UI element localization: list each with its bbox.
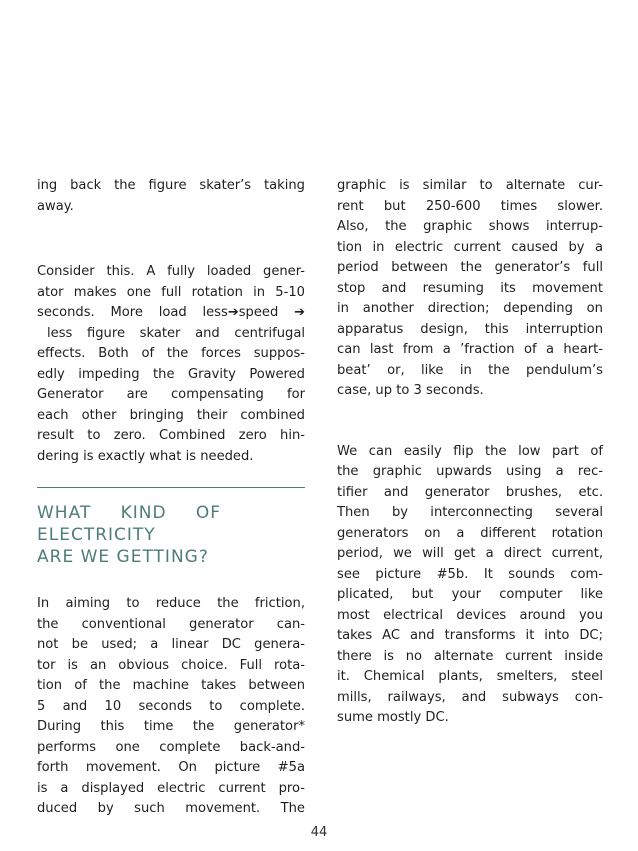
text-line: case, up to 3 seconds. [337, 383, 484, 398]
text-line: the conventional generator can- [37, 616, 305, 632]
text-line: edly impeding the Gravity Powered [37, 366, 305, 382]
text-line: plicated, but your computer like [337, 587, 603, 602]
text-line: forth movement. On picture #5a [37, 760, 305, 775]
text-line: less figure skater and centrifugal [47, 325, 305, 341]
text-fragment: seconds. More load less [37, 305, 228, 320]
text-line: each other bringing their combined [37, 407, 305, 423]
right-arrow-icon: ➔ [294, 305, 305, 320]
text-line: it. Chemical plants, smelters, steel [337, 669, 603, 684]
text-line: Also, the graphic shows interrup- [337, 219, 603, 234]
text-line: tion of the machine takes between [37, 678, 305, 693]
text-line: beat’ or, like in the pendulum’s [337, 362, 603, 378]
text-line: effects. Both of the forces suppos- [37, 346, 305, 361]
text-line: duced by such movement. The [37, 801, 305, 816]
right-arrow-icon: ➔ [227, 305, 239, 320]
text-line: tor is an obvious choice. Full rota- [37, 657, 305, 673]
text-line: not be used; a linear DC genera- [37, 637, 305, 652]
text-line: We can easily flip the low part of [337, 443, 603, 459]
text-line: see picture #5b. It sounds com- [337, 566, 603, 582]
left-paragraph-3 [37, 594, 305, 820]
left-paragraph-2 [37, 262, 305, 467]
heading-line: WHAT KIND OF [37, 503, 221, 523]
text-line: ator makes one full rotation in 5-10 [37, 284, 305, 300]
text-line: tion in electric current caused by a [337, 239, 603, 255]
text-line: is a displayed electric current pro- [37, 780, 305, 796]
heading-line: ARE WE GETTING? [37, 547, 209, 567]
text-line: result to zero. Combined zero hin- [37, 428, 305, 443]
text-line: generators on a different rotation [337, 525, 603, 541]
text-line: period, we will get a direct current, [337, 546, 603, 561]
text-line: most electrical devices around you [337, 607, 603, 623]
right-paragraph-2 [337, 442, 603, 729]
text-line: During this time the generator* [37, 719, 305, 734]
text-line: the graphic upwards using a rec- [337, 464, 603, 479]
text-line: Then by interconnecting several [337, 505, 603, 520]
text-line: takes AC and transforms it into DC; [337, 628, 603, 643]
left-column [37, 176, 305, 820]
text-line: period between the generator’s full [337, 260, 603, 275]
text-line: in another direction; depending on [337, 301, 603, 316]
text-line: there is no alternate current inside [337, 648, 603, 664]
text-line: dering is exactly what is needed. [37, 448, 254, 464]
left-paragraph-1 [37, 176, 305, 217]
page-number: 44 [310, 825, 328, 840]
text-line-with-arrows [37, 303, 305, 324]
text-fragment: speed [238, 305, 279, 320]
text-line: mills, railways, and subways con- [337, 689, 603, 705]
text-line: Generator are compensating for [37, 387, 305, 402]
text-line: graphic is similar to alternate cur- [337, 178, 603, 193]
text-line: stop and resuming its movement [337, 280, 603, 296]
text-line: sume mostly DC. [337, 710, 449, 725]
heading-line: ELECTRICITY [37, 525, 156, 545]
text-line: apparatus design, this interruption [337, 321, 603, 337]
text-line: performs one complete back-and- [37, 739, 305, 755]
right-column [337, 176, 603, 729]
text-line: can last from a ’fraction of a heart- [337, 342, 603, 357]
text-line: In aiming to reduce the friction, [37, 596, 305, 611]
section-heading [37, 502, 305, 568]
section-divider [37, 487, 305, 488]
text-line: Consider this. A fully loaded gener- [37, 264, 305, 279]
text-line: away. [37, 198, 74, 214]
right-paragraph-1 [337, 176, 603, 402]
text-line: ing back the figure skater’s taking [37, 178, 305, 193]
text-line: tifier and generator brushes, etc. [337, 484, 603, 500]
text-line: 5 and 10 seconds to complete. [37, 698, 305, 714]
text-line: rent but 250-600 times slower. [337, 198, 603, 214]
